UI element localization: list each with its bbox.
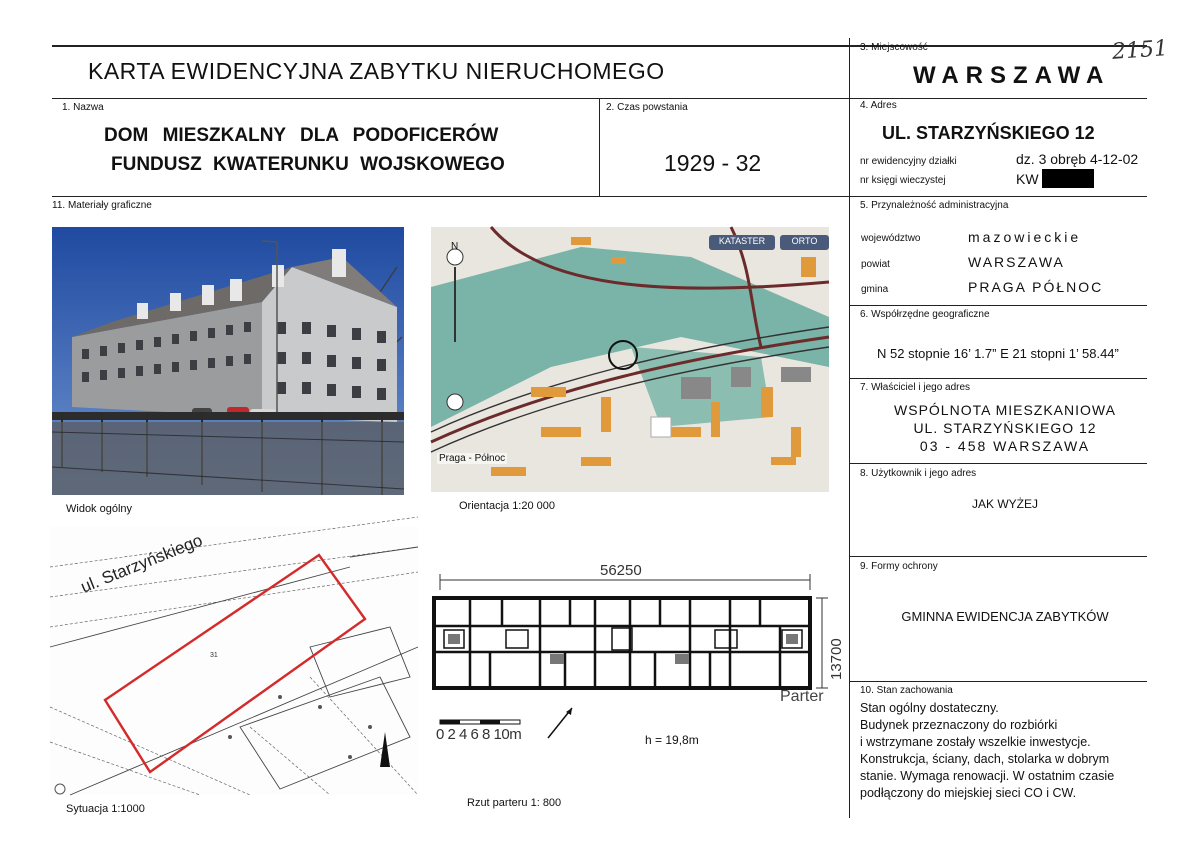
section2-label: 2. Czas powstania xyxy=(606,102,688,113)
divider-h2 xyxy=(52,196,1147,197)
building-photo-svg xyxy=(52,227,404,495)
handwritten-number: 2151 xyxy=(1111,36,1169,65)
building-photo xyxy=(52,227,404,495)
divider-h-5 xyxy=(849,305,1147,306)
divider-h-9 xyxy=(849,681,1147,682)
name-line1: DOM MIESZKALNY DLA PODOFICERÓW xyxy=(104,125,499,146)
condition-line: stanie. Wymaga renowacji. W ostatnim czasie xyxy=(860,769,1115,783)
scale-bar-label: 0 2 4 6 8 10m xyxy=(436,726,522,743)
plan-width-dim: 56250 xyxy=(600,562,642,579)
condition-line: Budynek przeznaczony do rozbiórki xyxy=(860,718,1058,732)
redaction-box xyxy=(1042,169,1094,188)
svg-text:N: N xyxy=(451,241,459,252)
county-label: powiat xyxy=(861,259,890,270)
section6-label: 6. Współrzędne geograficzne xyxy=(860,309,990,320)
section9-label: 9. Formy ochrony xyxy=(860,561,938,572)
owner-line2: UL. STARZYŃSKIEGO 12 xyxy=(913,420,1097,436)
svg-text:31: 31 xyxy=(210,652,218,659)
floor-plan xyxy=(430,560,845,750)
section10-label: 10. Stan zachowania xyxy=(860,685,953,696)
condition-line: Stan ogólny dostateczny. xyxy=(860,701,999,715)
coordinates-value: N 52 stopnie 16’ 1.7” E 21 stopni 1’ 58.44” xyxy=(877,346,1119,361)
main-title: KARTA EWIDENCYJNA ZABYTKU NIERUCHOMEGO xyxy=(88,58,665,84)
section7-label: 7. Właściciel i jego adres xyxy=(860,382,971,393)
map-button-orto[interactable]: ORTO xyxy=(791,236,818,246)
user-value: JAK WYŻEJ xyxy=(971,497,1038,511)
situation-caption: Sytuacja 1:1000 xyxy=(66,803,145,815)
protection-value: GMINNA EWIDENCJA ZABYTKÓW xyxy=(901,609,1109,624)
divider-h-7 xyxy=(849,463,1147,464)
construction-date: 1929 - 32 xyxy=(664,150,762,176)
condition-text xyxy=(860,700,1114,802)
section1-label: 1. Nazwa xyxy=(62,102,104,113)
book-label: nr księgi wieczystej xyxy=(860,175,946,186)
condition-line: Konstrukcja, ściany, dach, stolarka w dobrym xyxy=(860,752,1110,766)
section4-label: 4. Adres xyxy=(860,100,897,111)
height-note: h = 19,8m xyxy=(645,733,699,747)
map-place-label: Praga - Północ xyxy=(439,453,506,464)
commune-label: gmina xyxy=(861,284,889,295)
address-value: UL. STARZYŃSKIEGO 12 xyxy=(882,123,1095,143)
owner-line3: 03 - 458 WARSZAWA xyxy=(919,438,1091,454)
section8-label: 8. Użytkownik i jego adres xyxy=(860,468,977,479)
map-caption: Orientacja 1:20 000 xyxy=(459,500,556,512)
plan-caption: Rzut parteru 1: 800 xyxy=(467,797,562,809)
condition-line: podłączony do miejskiej sieci CO i CW. xyxy=(860,786,1077,800)
voivodeship-label: województwo xyxy=(861,233,921,244)
situation-plan xyxy=(50,527,418,795)
commune-value: PRAGA PÓŁNOC xyxy=(968,279,1104,295)
plan-depth-dim: 13700 xyxy=(828,638,845,680)
plot-value: dz. 3 obręb 4-12-02 xyxy=(1016,151,1139,167)
plan-level-label: Parter xyxy=(780,688,824,705)
voivodeship-value: mazowieckie xyxy=(968,229,1082,245)
name-line2: FUNDUSZ KWATERUNKU WOJSKOWEGO xyxy=(111,154,505,175)
section5-label: 5. Przynależność administracyjna xyxy=(860,200,1009,211)
plot-label: nr ewidencyjny działki xyxy=(860,156,957,167)
top-border xyxy=(52,45,1147,47)
book-value: KW xyxy=(1016,171,1039,187)
street-label: ul. Starzyńskiego xyxy=(78,530,206,597)
map-button-kataster[interactable]: KATASTER xyxy=(718,236,766,246)
owner-line1: WSPÓLNOTA MIESZKANIOWA xyxy=(894,402,1116,418)
floor-plan-svg xyxy=(430,560,840,750)
condition-line: i wstrzymane zostały wszelkie inwestycje. xyxy=(860,735,1091,749)
section11-label: 11. Materiały graficzne xyxy=(52,200,152,211)
county-value: WARSZAWA xyxy=(968,254,1065,270)
orientation-map xyxy=(431,227,829,492)
divider-v-time xyxy=(599,98,600,196)
section3-label: 3. Miejscowość xyxy=(860,42,928,53)
city-value: WARSZAWA xyxy=(913,62,1111,89)
photo-caption: Widok ogólny xyxy=(66,503,133,515)
divider-h-6 xyxy=(849,378,1147,379)
divider-v-right xyxy=(849,38,850,818)
divider-h-8 xyxy=(849,556,1147,557)
